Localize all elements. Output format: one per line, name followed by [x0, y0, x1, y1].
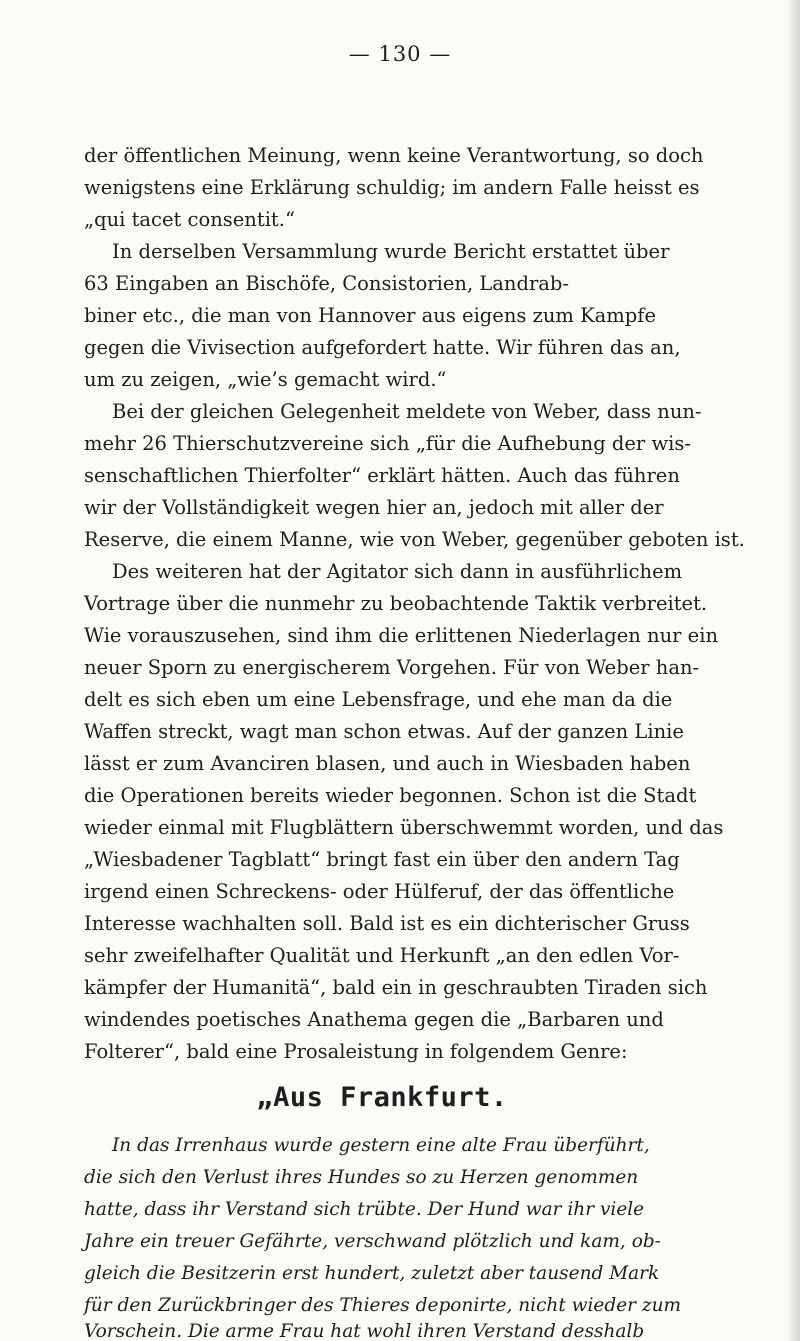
text-line: In derselben Versammlung wurde Bericht erstattet über — [112, 240, 670, 263]
text-line: delt es sich eben um eine Lebensfrage, und ehe man da die — [84, 688, 673, 711]
text-line: 63 Eingaben an Bischöfe, Consistorien, Landrab- — [84, 272, 569, 295]
text-line: neuer Sporn zu energischerem Vorgehen. Für von Weber han- — [84, 656, 700, 679]
text-line: der öffentlichen Meinung, wenn keine Verantwortung, so doch — [84, 144, 704, 167]
text-line: irgend einen Schreckens- oder Hülferuf, der das öffentliche — [84, 880, 675, 903]
page-number: — 130 — — [348, 42, 452, 66]
text-line: Folterer“, bald eine Prosaleistung in folgendem Genre: — [84, 1040, 628, 1063]
text-line: wenigstens eine Erklärung schuldig; im andern Falle heisst es — [84, 176, 700, 199]
text-line: wieder einmal mit Flugblättern überschwemmt worden, und das — [84, 816, 724, 839]
text-line: Interesse wachhalten soll. Bald ist es ein dichterischer Gruss — [84, 912, 690, 935]
quoted-line: Jahre ein treuer Gefährte, verschwand plötzlich und kam, ob- — [84, 1231, 661, 1252]
text-line: biner etc., die man von Hannover aus eigens zum Kampfe — [84, 304, 657, 327]
text-line: Waffen streckt, wagt man schon etwas. Auf der ganzen Linie — [84, 720, 684, 743]
quoted-line: Vorschein. Die arme Frau hat wohl ihren Verstand desshalb — [84, 1321, 645, 1341]
quoted-line: für den Zurückbringer des Thieres deponirte, nicht wieder zum — [84, 1295, 682, 1316]
section-heading: „Aus Frankfurt. — [256, 1082, 508, 1113]
text-line: „Wiesbadener Tagblatt“ bringt fast ein über den andern Tag — [84, 848, 680, 871]
text-line: Vortrage über die nunmehr zu beobachtende Taktik verbreitet. — [84, 592, 708, 615]
text-line: mehr 26 Thierschutzvereine sich „für die Aufhebung der wis- — [84, 432, 691, 455]
text-line: „qui tacet consentit.“ — [84, 208, 295, 231]
quoted-line: In das Irrenhaus wurde gestern eine alte Frau überführt, — [112, 1135, 650, 1156]
quoted-line: gleich die Besitzerin erst hundert, zuletzt aber tausend Mark — [84, 1263, 660, 1284]
text-line: sehr zweifelhafter Qualität und Herkunft „an den edlen Vor- — [84, 944, 680, 967]
text-line: senschaftlichen Thierfolter“ erklärt hätten. Auch das führen — [84, 464, 680, 487]
text-line: wir der Vollständigkeit wegen hier an, jedoch mit aller der — [84, 496, 664, 519]
text-line: Wie vorauszusehen, sind ihm die erlittenen Niederlagen nur ein — [84, 624, 719, 647]
quoted-line: hatte, dass ihr Verstand sich trübte. Der Hund war ihr viele — [84, 1199, 645, 1220]
text-line: Reserve, die einem Manne, wie von Weber, gegenüber geboten ist. — [84, 528, 745, 551]
text-line: um zu zeigen, „wie’s gemacht wird.“ — [84, 368, 447, 391]
text-line: die Operationen bereits wieder begonnen. Schon ist die Stadt — [84, 784, 697, 807]
text-line: kämpfer der Humanitä“, bald ein in geschraubten Tiraden sich — [84, 976, 708, 999]
text-line: windendes poetisches Anathema gegen die „Barbaren und — [84, 1008, 664, 1031]
text-line: Des weiteren hat der Agitator sich dann in ausführlichem — [112, 560, 683, 583]
text-line: Bei der gleichen Gelegenheit meldete von Weber, dass nun- — [112, 400, 702, 423]
text-line: lässt er zum Avanciren blasen, und auch in Wiesbaden haben — [84, 752, 691, 775]
quoted-line: die sich den Verlust ihres Hundes so zu Herzen genommen — [84, 1167, 639, 1188]
text-line: gegen die Vivisection aufgefordert hatte. Wir führen das an, — [84, 336, 681, 359]
